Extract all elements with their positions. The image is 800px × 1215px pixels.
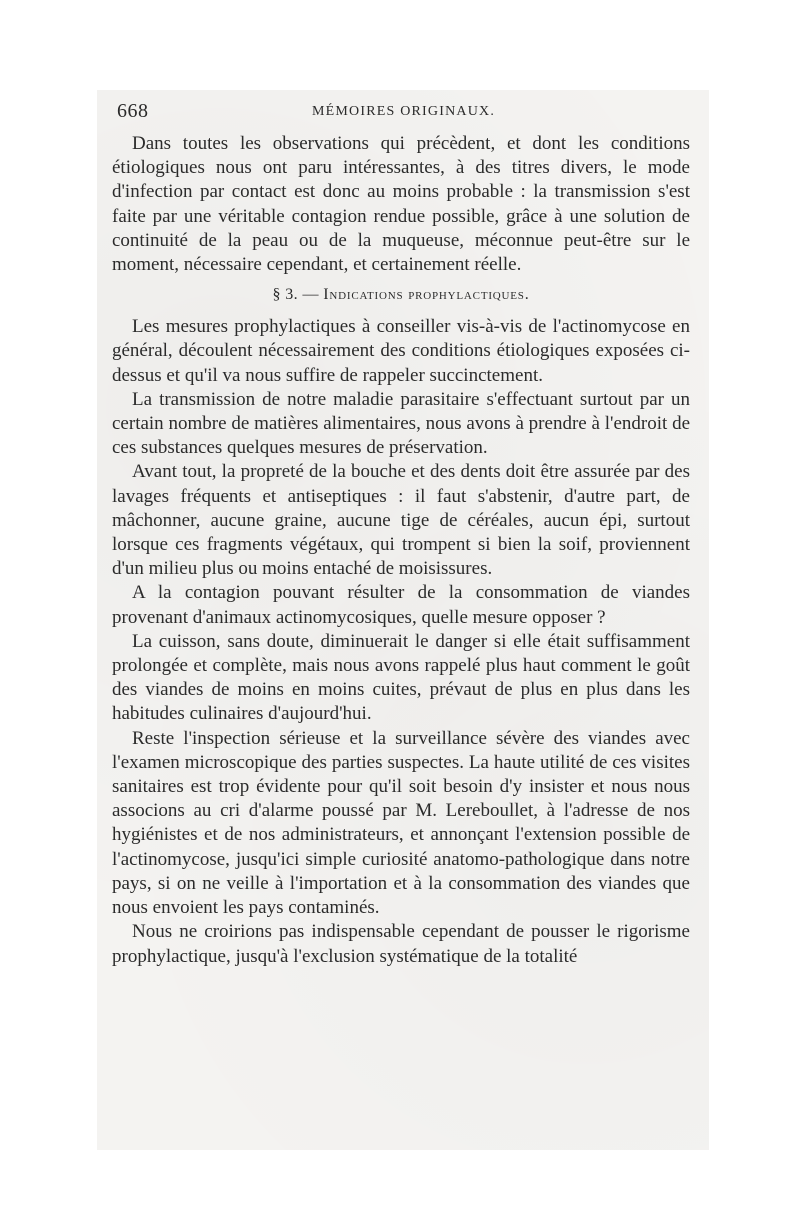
paragraph: Les mesures prophylactiques à conseiller vis-à-vis de l'actinomycose en général, découlent nécessairement des conditions étiologiques exposées ci-dessus et qu'il va nous suffire de rappeler succinctement. — [112, 316, 690, 386]
paragraph: A la contagion pouvant résulter de la consommation de viandes provenant d'animaux actinomycosiques, quelle mesure opposer ? — [112, 582, 690, 628]
section-number: § 3. — — [272, 286, 319, 304]
paragraph: Dans toutes les observations qui précèdent, et dont les conditions étiologiques nous ont paru intéressantes, à des titres divers, le mode d'infection par contact est donc au moins probable : la transmission s'est faite par une véritable contagion rendue possible, grâce à une solution de continuité de la peau ou de la muqueuse, méconnue peut-être sur le moment, nécessaire cependant, et certainement réelle. — [112, 133, 690, 276]
paragraph: Avant tout, la propreté de la bouche et des dents doit être assurée par des lavages fréquents et antiseptiques : il faut s'abstenir, d'autre part, de mâchonner, aucune graine, aucune tige de céréales, aucun épi, surtout lorsque ces fragments végétaux, qui trompent si bien la soif, proviennent d'un milieu plus ou moins entaché de moisissures. — [112, 461, 690, 580]
running-title: MÉMOIRES ORIGINAUX. — [312, 104, 496, 119]
paragraph: La transmission de notre maladie parasitaire s'effectuant surtout par un certain nombre de matières alimentaires, nous avons à prendre à l'endroit de ces substances quelques mesures de préservation. — [112, 388, 690, 459]
page-number: 668 — [117, 100, 149, 122]
section-heading — [112, 285, 690, 305]
paragraph: Nous ne croirions pas indispensable cependant de pousser le rigorisme prophylactique, jusqu'à l'exclusion systématique de la totalité — [112, 921, 690, 967]
page-header — [117, 100, 677, 126]
section-title: Indications prophylactiques. — [323, 286, 530, 304]
paragraph: Reste l'inspection sérieuse et la surveillance sévère des viandes avec l'examen microscopique des parties suspectes. La haute utilité de ces visites sanitaires est trop évidente pour qu'il soit besoin d'y insister et nous nous associons au cri d'alarme poussé par M. Lereboullet, à l'adresse de nos hygiénistes et de nos administrateurs, et annonçant l'extension possible de l'actinomycose, jusqu'ici simple curiosité anatomo-pathologique dans notre pays, si on ne veille à l'importation et à la consommation des viandes que nous envoient les pays contaminés. — [112, 727, 690, 919]
body-text — [112, 132, 690, 969]
paragraph: La cuisson, sans doute, diminuerait le danger si elle était suffisamment prolongée et complète, mais nous avons rappelé plus haut comment le goût des viandes de moins en moins cuites, prévaut de plus en plus dans les habitudes culinaires d'aujourd'hui. — [112, 630, 690, 725]
